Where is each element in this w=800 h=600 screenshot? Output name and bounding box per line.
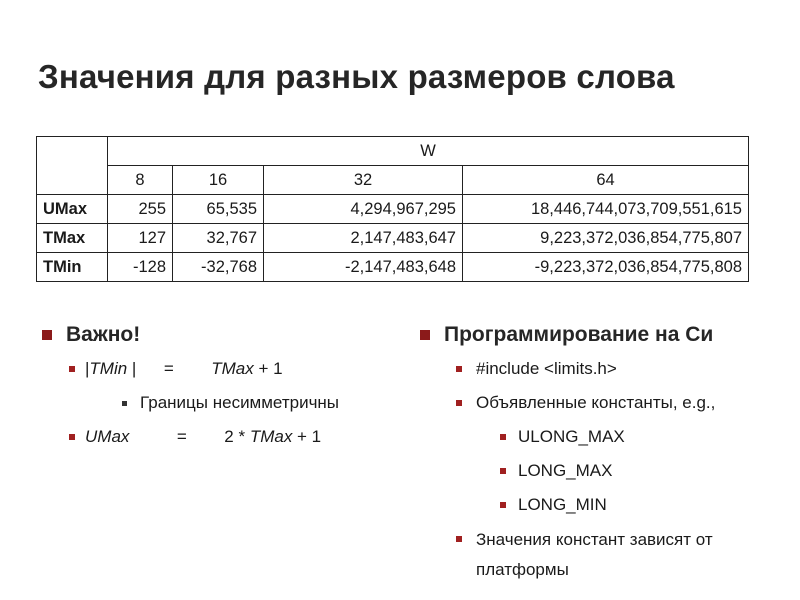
asymmetric-bounds-text: Границы несимметричны xyxy=(140,393,340,412)
declared-constants-text: Объявленные константы, e.g., xyxy=(476,393,716,412)
umax-term: UMax xyxy=(85,427,130,446)
table-row xyxy=(37,195,749,224)
tmax-term: TMax xyxy=(249,427,293,446)
column-header: 32 xyxy=(264,166,463,195)
equals-sign: = xyxy=(176,427,187,446)
table-header-row-w xyxy=(37,137,749,166)
column-header: 16 xyxy=(173,166,264,195)
abs-bar-open: | xyxy=(85,359,90,378)
table-cell: 127 xyxy=(108,224,173,253)
constant-item xyxy=(418,454,788,488)
bullet-c-programming xyxy=(418,318,788,352)
slide-title: Значения для разных размеров слова xyxy=(38,58,675,95)
word-size-limits-table xyxy=(36,136,749,282)
formula-prefix: 2 * xyxy=(224,427,250,446)
table-row xyxy=(37,224,749,253)
table-corner-cell xyxy=(37,166,108,195)
table-cell: 32,767 xyxy=(173,224,264,253)
tmin-term: TMin xyxy=(89,359,128,378)
abs-bar-close: | xyxy=(127,359,137,378)
formula-rest: + 1 xyxy=(292,427,322,446)
bullet-include xyxy=(418,352,788,386)
table-row xyxy=(37,253,749,282)
bullet-important xyxy=(40,318,400,352)
square-bullet-icon xyxy=(420,330,430,340)
bullet-umax-formula xyxy=(40,420,400,454)
constant-item xyxy=(418,488,788,522)
equals-sign: = xyxy=(163,359,174,378)
constant-name: LONG_MAX xyxy=(518,461,613,480)
square-bullet-icon xyxy=(456,400,462,406)
square-bullet-icon xyxy=(42,330,52,340)
tmax-term: TMax xyxy=(211,359,254,378)
table-corner-cell xyxy=(37,137,108,166)
heading-c-programming: Программирование на Си xyxy=(444,323,714,346)
right-column xyxy=(418,318,788,585)
table-cell: -2,147,483,648 xyxy=(264,253,463,282)
constant-name: LONG_MIN xyxy=(518,495,607,514)
table-cell: -32,768 xyxy=(173,253,264,282)
square-bullet-icon xyxy=(500,502,506,508)
constant-name: ULONG_MAX xyxy=(518,427,625,446)
sub-bullet-asymmetric xyxy=(40,386,400,420)
square-bullet-icon xyxy=(69,434,75,440)
table-cell: -9,223,372,036,854,775,808 xyxy=(463,253,749,282)
table-cell: 255 xyxy=(108,195,173,224)
table-cell: 65,535 xyxy=(173,195,264,224)
table-cell: -128 xyxy=(108,253,173,282)
table-header-row-sizes xyxy=(37,166,749,195)
square-bullet-icon xyxy=(456,536,462,542)
left-column xyxy=(40,318,400,454)
bullet-declared-constants xyxy=(418,386,788,420)
column-header: 64 xyxy=(463,166,749,195)
platform-note-text: Значения констант зависят от платформы xyxy=(476,530,713,579)
small-square-bullet-icon xyxy=(122,401,127,406)
include-text: #include <limits.h> xyxy=(476,359,617,378)
column-header: 8 xyxy=(108,166,173,195)
table-cell: 4,294,967,295 xyxy=(264,195,463,224)
heading-important: Важно! xyxy=(66,323,141,346)
row-label: TMin xyxy=(37,253,108,282)
row-label: UMax xyxy=(37,195,108,224)
square-bullet-icon xyxy=(500,468,506,474)
table-cell: 9,223,372,036,854,775,807 xyxy=(463,224,749,253)
table-cell: 2,147,483,647 xyxy=(264,224,463,253)
square-bullet-icon xyxy=(456,366,462,372)
formula-rest: + 1 xyxy=(253,359,283,378)
bullet-platform-note xyxy=(418,522,788,585)
square-bullet-icon xyxy=(69,366,75,372)
square-bullet-icon xyxy=(500,434,506,440)
w-header: W xyxy=(108,137,749,166)
table-cell: 18,446,744,073,709,551,615 xyxy=(463,195,749,224)
bullet-tmin-formula xyxy=(40,352,400,386)
row-label: TMax xyxy=(37,224,108,253)
constant-item xyxy=(418,420,788,454)
